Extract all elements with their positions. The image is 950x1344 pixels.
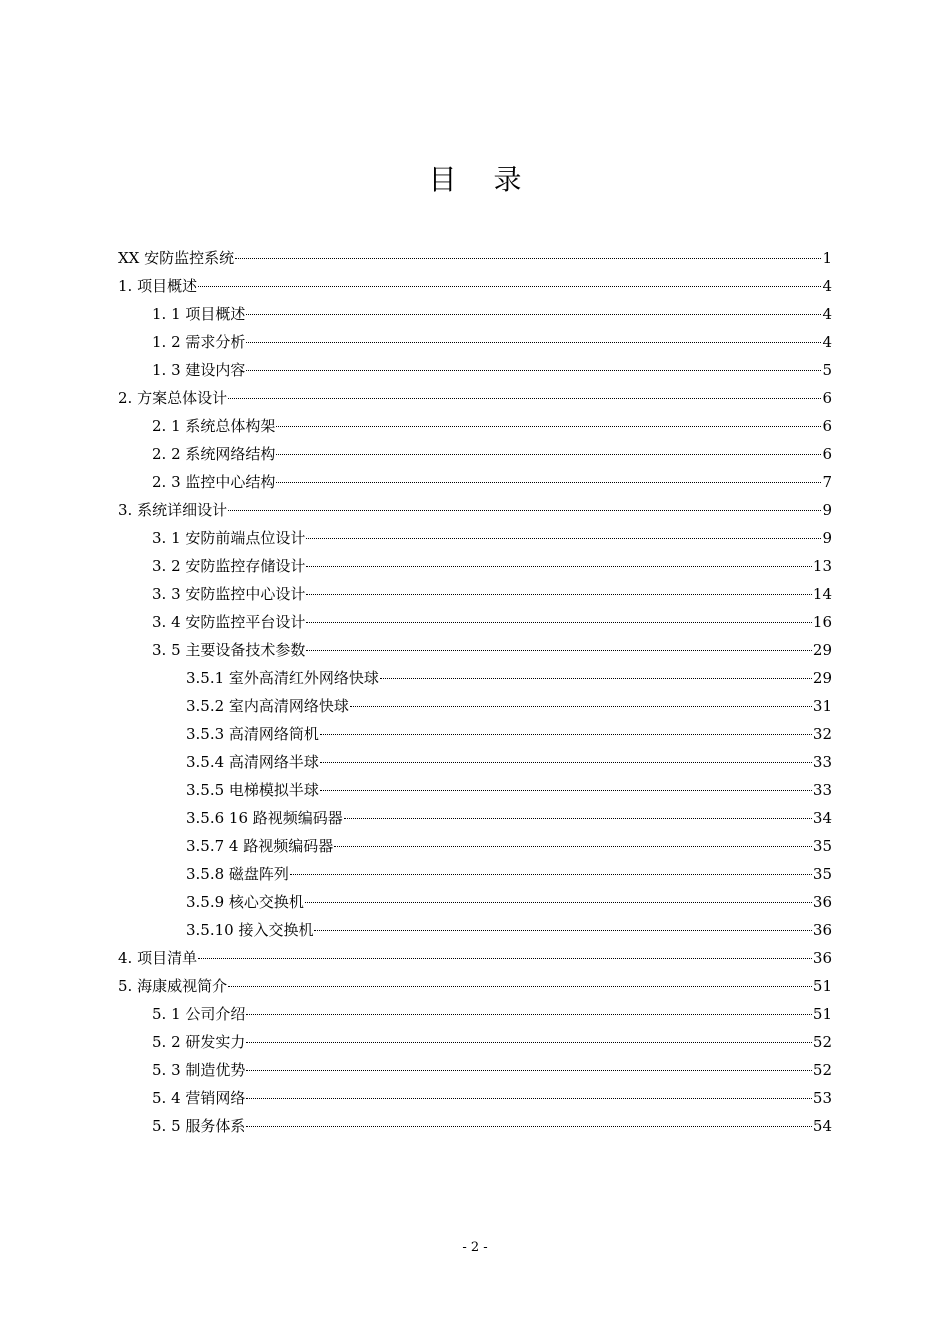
toc-entry[interactable] [118, 608, 832, 636]
toc-entry[interactable] [118, 748, 832, 776]
toc-entry[interactable] [118, 440, 832, 468]
toc-entry-page: 51 [812, 977, 832, 995]
toc-entry-page: 36 [812, 921, 832, 939]
toc-entry-label: 5. 5 服务体系 [152, 1117, 246, 1135]
toc-entry[interactable] [118, 776, 832, 804]
toc-entry-page: 13 [812, 557, 832, 575]
toc-dot-leader [320, 734, 812, 735]
page-title: 目 录 [428, 163, 536, 196]
toc-entry-page: 4 [822, 333, 832, 351]
toc-entry[interactable] [118, 888, 832, 916]
table-of-contents [118, 244, 832, 1140]
toc-entry-label: 3.5.10 接入交换机 [186, 921, 314, 939]
toc-entry[interactable] [118, 1028, 832, 1056]
toc-entry-label: 5. 海康威视简介 [118, 977, 228, 995]
toc-entry[interactable] [118, 1084, 832, 1112]
toc-entry-page: 29 [812, 641, 832, 659]
toc-dot-leader [235, 258, 821, 259]
toc-entry[interactable] [118, 300, 832, 328]
toc-entry-page: 6 [822, 417, 832, 435]
toc-entry-label: 5. 3 制造优势 [152, 1061, 246, 1079]
toc-dot-leader [246, 1098, 812, 1099]
toc-entry-page: 29 [812, 669, 832, 687]
toc-entry-label: 3. 系统详细设计 [118, 501, 228, 519]
toc-entry-page: 6 [822, 389, 832, 407]
toc-dot-leader [320, 790, 812, 791]
toc-dot-leader [306, 594, 812, 595]
toc-dot-leader [305, 902, 812, 903]
toc-entry-label: 3. 4 安防监控平台设计 [152, 613, 306, 631]
toc-entry-page: 53 [812, 1089, 832, 1107]
toc-entry-label: 3.5.1 室外高清红外网络快球 [186, 669, 379, 687]
toc-dot-leader [314, 930, 811, 931]
toc-entry-label: 5. 4 营销网络 [152, 1089, 246, 1107]
toc-entry-page: 14 [812, 585, 832, 603]
toc-entry-page: 36 [812, 893, 832, 911]
toc-dot-leader [380, 678, 812, 679]
toc-entry[interactable] [118, 524, 832, 552]
toc-dot-leader [246, 1070, 812, 1071]
toc-dot-leader [344, 818, 812, 819]
toc-entry-page: 16 [812, 613, 832, 631]
toc-entry[interactable] [118, 944, 832, 972]
toc-entry-page: 35 [812, 837, 832, 855]
toc-entry[interactable] [118, 244, 832, 272]
toc-dot-leader [228, 398, 821, 399]
toc-entry-label: 3. 3 安防监控中心设计 [152, 585, 306, 603]
toc-entry[interactable] [118, 468, 832, 496]
toc-entry[interactable] [118, 1056, 832, 1084]
toc-entry-label: 3.5.3 高清网络筒机 [186, 725, 319, 743]
toc-entry-label: 3.5.7 4 路视频编码器 [186, 837, 334, 855]
toc-entry[interactable] [118, 972, 832, 1000]
toc-entry[interactable] [118, 692, 832, 720]
toc-entry-label: 3.5.5 电梯模拟半球 [186, 781, 319, 799]
toc-entry[interactable] [118, 328, 832, 356]
toc-entry-page: 54 [812, 1117, 832, 1135]
toc-entry-label: 3. 5 主要设备技术参数 [152, 641, 306, 659]
toc-entry-label: XX 安防监控系统 [118, 249, 235, 267]
toc-entry[interactable] [118, 272, 832, 300]
toc-entry-label: 3.5.8 磁盘阵列 [186, 865, 289, 883]
toc-entry-label: 2. 1 系统总体构架 [152, 417, 276, 435]
toc-entry-page: 32 [812, 725, 832, 743]
toc-entry-page: 6 [822, 445, 832, 463]
toc-entry[interactable] [118, 916, 832, 944]
toc-entry[interactable] [118, 356, 832, 384]
toc-entry[interactable] [118, 384, 832, 412]
toc-dot-leader [306, 622, 812, 623]
toc-dot-leader [350, 706, 812, 707]
toc-dot-leader [246, 1014, 812, 1015]
toc-dot-leader [198, 286, 821, 287]
toc-entry-label: 4. 项目清单 [118, 949, 198, 967]
toc-dot-leader [306, 538, 821, 539]
toc-entry[interactable] [118, 580, 832, 608]
toc-entry-label: 3. 1 安防前端点位设计 [152, 529, 306, 547]
toc-entry-page: 7 [822, 473, 832, 491]
toc-entry-label: 1. 3 建设内容 [152, 361, 246, 379]
toc-dot-leader [228, 986, 812, 987]
toc-entry[interactable] [118, 496, 832, 524]
toc-entry-label: 3.5.2 室内高清网络快球 [186, 697, 349, 715]
toc-entry-page: 4 [822, 305, 832, 323]
toc-dot-leader [246, 1042, 812, 1043]
toc-dot-leader [306, 650, 812, 651]
toc-dot-leader [276, 426, 821, 427]
page-number: - 2 - [462, 1240, 488, 1255]
toc-dot-leader [276, 482, 821, 483]
toc-entry[interactable] [118, 636, 832, 664]
toc-dot-leader [290, 874, 812, 875]
toc-dot-leader [334, 846, 812, 847]
toc-entry[interactable] [118, 664, 832, 692]
toc-entry-page: 52 [812, 1061, 832, 1079]
toc-entry[interactable] [118, 412, 832, 440]
toc-entry-label: 2. 2 系统网络结构 [152, 445, 276, 463]
toc-entry-label: 3.5.9 核心交换机 [186, 893, 304, 911]
toc-entry-page: 31 [812, 697, 832, 715]
toc-entry-label: 2. 3 监控中心结构 [152, 473, 276, 491]
toc-dot-leader [276, 454, 821, 455]
toc-entry-label: 3.5.6 16 路视频编码器 [186, 809, 343, 827]
toc-entry-label: 1. 1 项目概述 [152, 305, 246, 323]
toc-entry-page: 5 [822, 361, 832, 379]
toc-entry-label: 5. 1 公司介绍 [152, 1005, 246, 1023]
toc-dot-leader [246, 342, 821, 343]
toc-entry-label: 5. 2 研发实力 [152, 1033, 246, 1051]
toc-entry-page: 35 [812, 865, 832, 883]
toc-entry-page: 33 [812, 753, 832, 771]
toc-entry-page: 9 [822, 529, 832, 547]
toc-dot-leader [306, 566, 812, 567]
toc-dot-leader [228, 510, 821, 511]
toc-entry-page: 1 [822, 249, 832, 267]
toc-entry[interactable] [118, 860, 832, 888]
toc-entry[interactable] [118, 832, 832, 860]
toc-entry-page: 9 [822, 501, 832, 519]
toc-entry-label: 2. 方案总体设计 [118, 389, 228, 407]
toc-entry-label: 1. 2 需求分析 [152, 333, 246, 351]
toc-dot-leader [198, 958, 812, 959]
toc-dot-leader [320, 762, 812, 763]
toc-dot-leader [246, 314, 821, 315]
toc-entry-label: 1. 项目概述 [118, 277, 198, 295]
toc-entry-label: 3. 2 安防监控存储设计 [152, 557, 306, 575]
toc-entry-page: 33 [812, 781, 832, 799]
toc-entry-page: 36 [812, 949, 832, 967]
toc-entry-label: 3.5.4 高清网络半球 [186, 753, 319, 771]
toc-entry[interactable] [118, 1000, 832, 1028]
toc-entry[interactable] [118, 552, 832, 580]
toc-entry[interactable] [118, 1112, 832, 1140]
toc-entry-page: 4 [822, 277, 832, 295]
toc-entry-page: 52 [812, 1033, 832, 1051]
toc-dot-leader [246, 1126, 812, 1127]
toc-entry-page: 34 [812, 809, 832, 827]
toc-entry-page: 51 [812, 1005, 832, 1023]
toc-dot-leader [246, 370, 821, 371]
toc-entry[interactable] [118, 720, 832, 748]
toc-entry[interactable] [118, 804, 832, 832]
